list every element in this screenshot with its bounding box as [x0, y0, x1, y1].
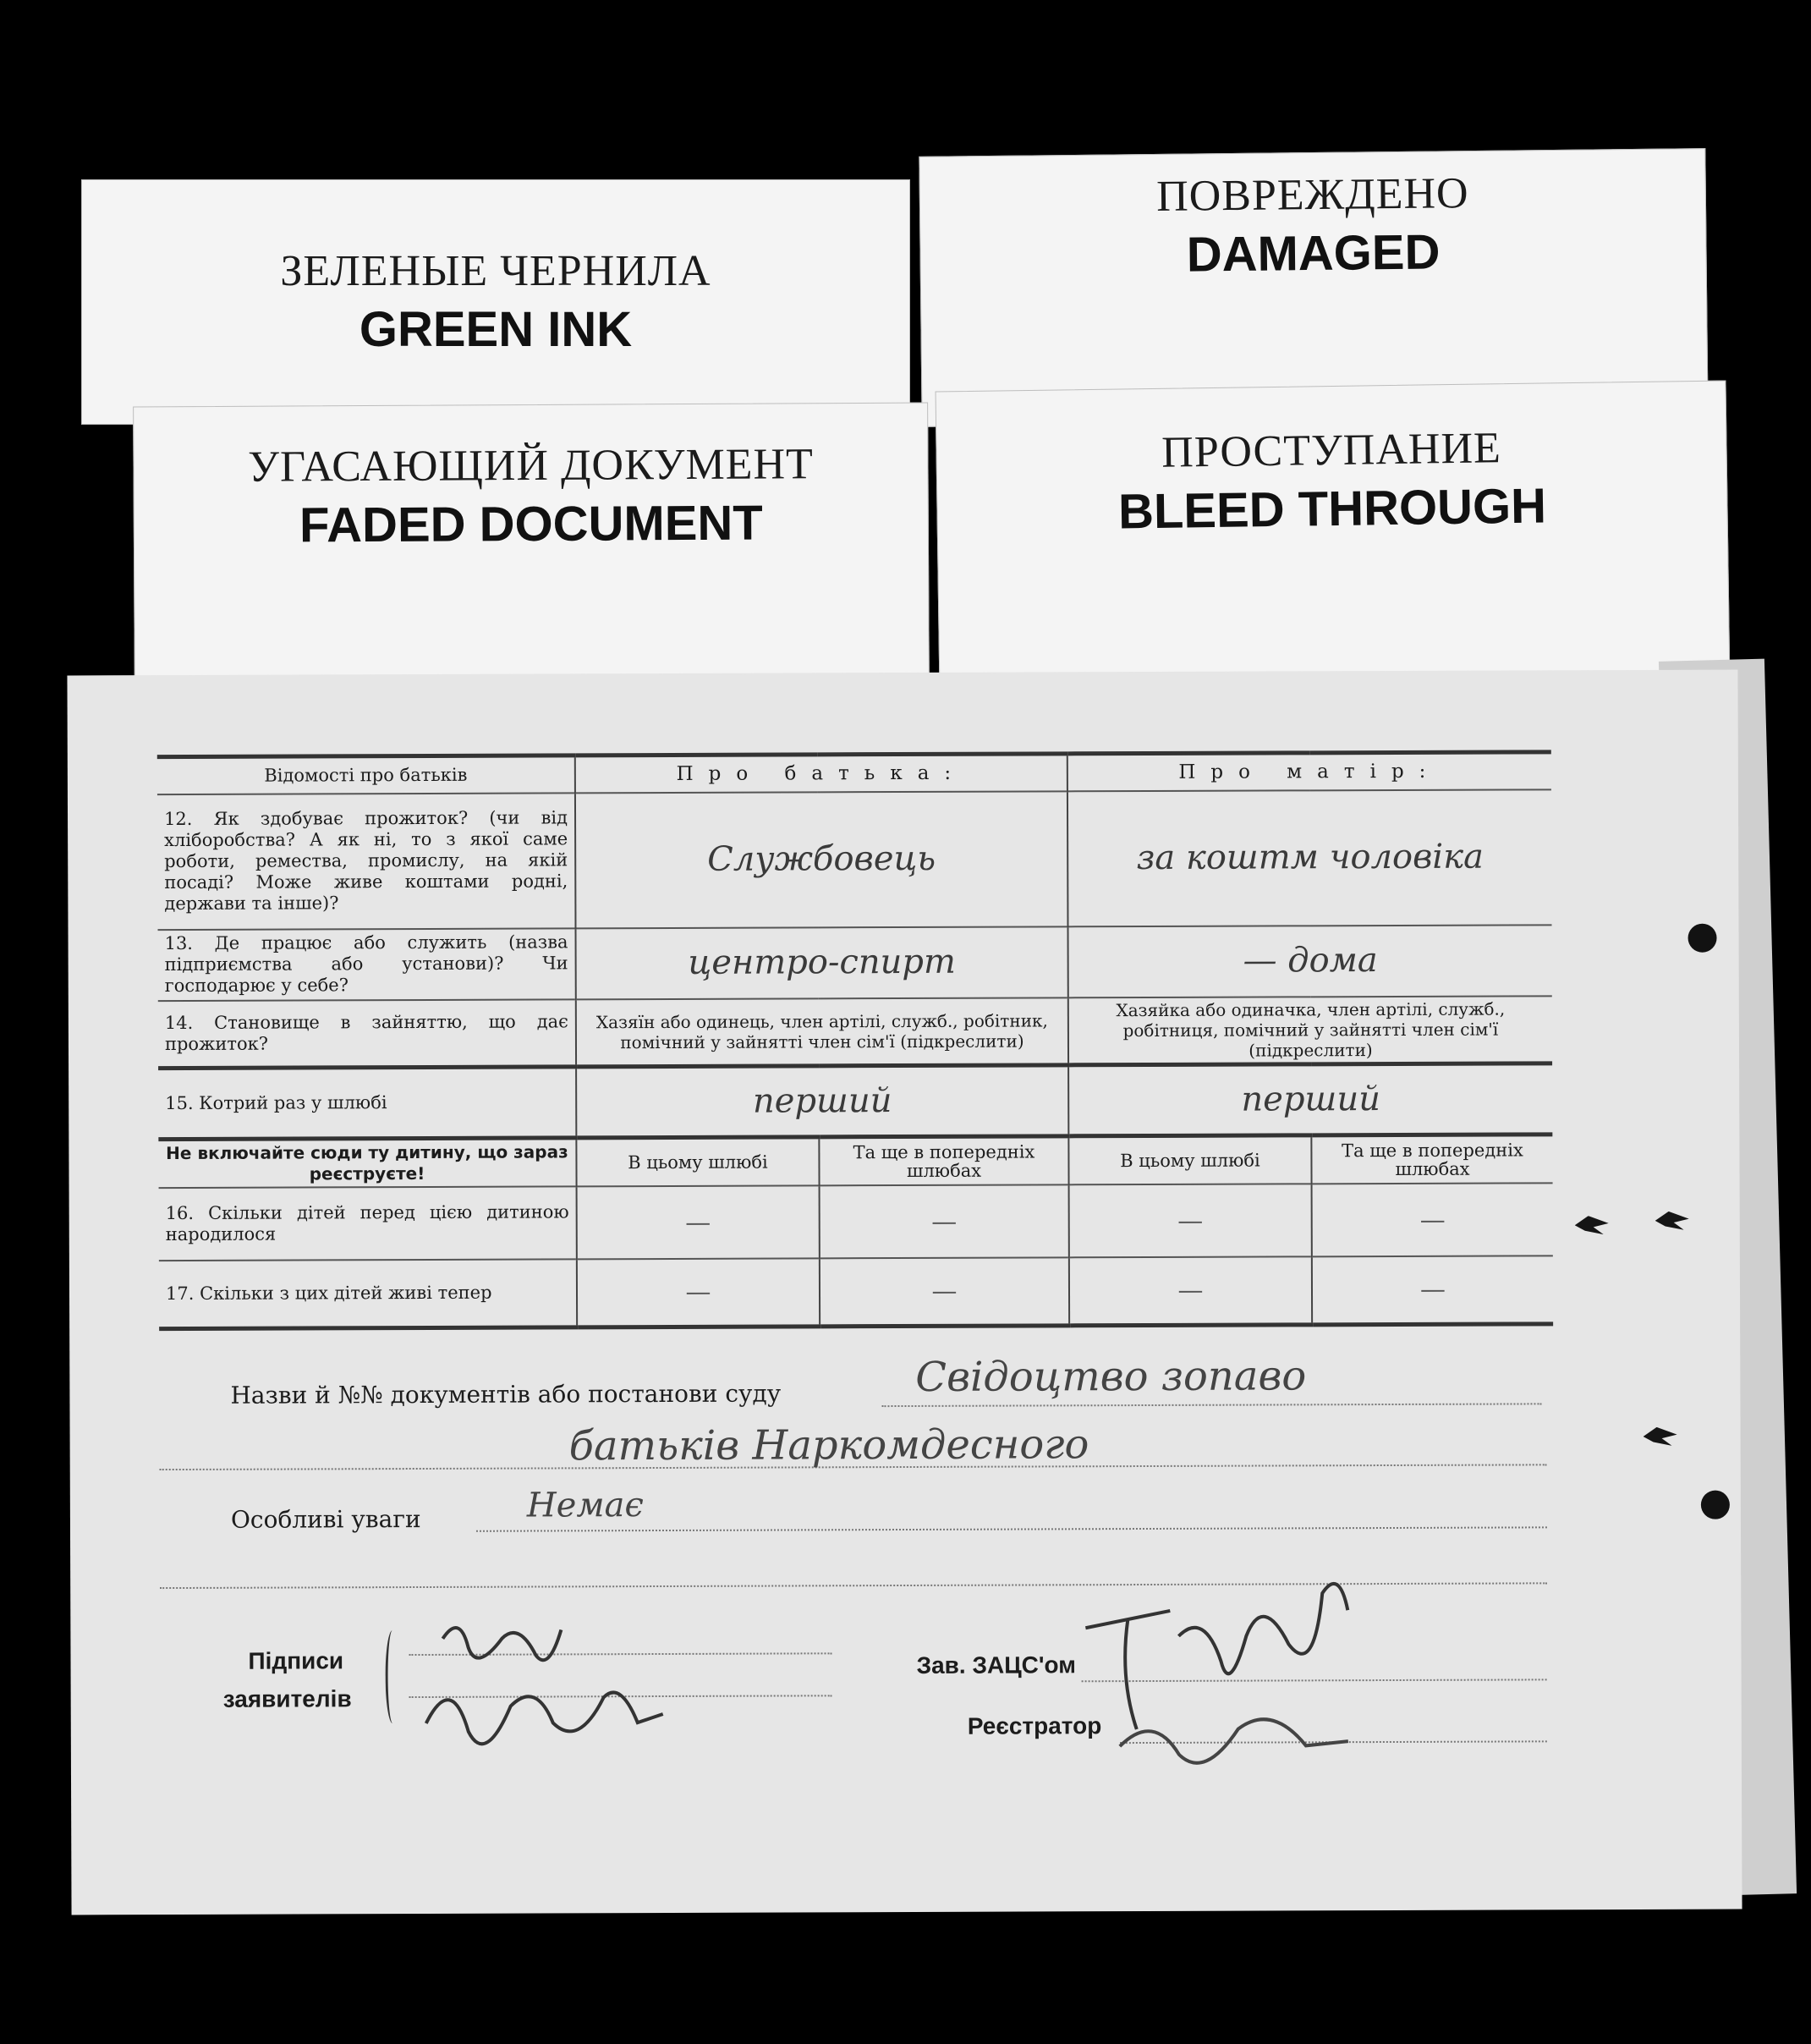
- question-17: 17. Скільки з цих дітей живі тепер: [159, 1259, 577, 1328]
- q17-value-2: —: [820, 1257, 1069, 1326]
- q13-father-answer: центро-спирт: [575, 926, 1067, 999]
- q16-value-1: —: [577, 1185, 820, 1259]
- paper-tear: [1655, 1212, 1689, 1230]
- punch-hole: [1688, 924, 1716, 953]
- mother-prev-marriages: Та ще в попередніх шлюбах: [1311, 1135, 1552, 1184]
- head-label: Зав. ЗАЦС'ом: [916, 1651, 1077, 1679]
- q14-mother-options: Хазяйка або одиначка, член артілі, служб., робітниця, помічний у зайнятті член сім'ї (підкреслити): [1068, 996, 1552, 1065]
- registrar-label: Реєстратор: [967, 1712, 1102, 1739]
- bleed-en: BLEED THROUGH: [1117, 478, 1547, 540]
- parents-info-table: [157, 750, 1553, 1330]
- children-note: Не включайте сюди ту дитину, що зараз реєструєте!: [158, 1138, 576, 1188]
- applicants-label-1: Підписи: [248, 1647, 344, 1674]
- q16-value-4: —: [1312, 1183, 1553, 1256]
- notes-label: Особливі уваги: [230, 1504, 421, 1534]
- bleed-through-card: [936, 380, 1731, 695]
- faded-en: FADED DOCUMENT: [299, 495, 763, 553]
- documents-value-line2: батьків Наркомдесного: [568, 1420, 1089, 1470]
- green-ink-ru: ЗЕЛЕНЫЕ ЧЕРНИЛА: [280, 247, 711, 295]
- q17-value-4: —: [1312, 1256, 1553, 1324]
- q12-father-answer: Службовець: [575, 791, 1068, 928]
- official-signatures: [1068, 1559, 1424, 1772]
- paper-tear: [1575, 1216, 1609, 1234]
- notes-line: [476, 1526, 1547, 1531]
- registration-form-sheet: [67, 670, 1742, 1915]
- header-mother: Про матір:: [1067, 752, 1551, 791]
- q13-mother-answer: — дома: [1067, 925, 1551, 997]
- documents-value-line1: Свідоцтво зопаво: [915, 1352, 1307, 1401]
- header-father: Про батька:: [575, 754, 1067, 793]
- green-ink-card: [81, 179, 910, 425]
- paper-tear: [1644, 1427, 1677, 1446]
- notes-value: Немає: [526, 1486, 644, 1525]
- damaged-ru: ПОВРЕЖДЕНО: [1155, 169, 1469, 221]
- damaged-en: DAMAGED: [1186, 224, 1441, 283]
- documents-line: [881, 1403, 1541, 1407]
- faded-ru: УГАСАЮЩИЙ ДОКУМЕНТ: [248, 440, 814, 492]
- q12-mother-answer: за коштм чоловіка: [1067, 789, 1552, 926]
- q16-value-3: —: [1069, 1184, 1312, 1257]
- q16-value-2: —: [820, 1184, 1069, 1258]
- q17-value-1: —: [577, 1258, 820, 1327]
- question-12: 12. Як здобуває прожиток? (чи від хліборобства? А як ні, то з якої саме роботи, ремества, промислу, на якій посаді? Може живе коштами родні, держави та інше)?: [157, 793, 576, 930]
- documents-label: Назви й №№ документів або постанови суду: [230, 1379, 782, 1409]
- question-14: 14. Становище в зайняттю, що дає прожиток?: [158, 999, 576, 1069]
- q17-value-3: —: [1069, 1256, 1312, 1325]
- applicants-brace: [385, 1630, 399, 1723]
- bleed-ru: ПРОСТУПАНИЕ: [1161, 424, 1502, 477]
- question-16: 16. Скільки дітей перед цією дитиною народилося: [159, 1186, 577, 1261]
- faded-card: [133, 403, 930, 695]
- q15-father-answer: перший: [576, 1065, 1068, 1138]
- mother-this-marriage: В цьому шлюбі: [1068, 1135, 1311, 1185]
- q14-father-options: Хазяїн або одинець, член артілі, служб., робітник, помічний у зайнятті член сім'ї (підкреслити): [576, 997, 1068, 1067]
- q15-mother-answer: перший: [1068, 1063, 1552, 1136]
- father-prev-marriages: Та ще в попередніх шлюбах: [819, 1136, 1068, 1186]
- question-15: 15. Котрий раз у шлюбі: [158, 1067, 576, 1140]
- question-13: 13. Де працює або служить (назва підприємства або установи)? Чи господарює у себе?: [157, 928, 575, 1001]
- punch-hole: [1701, 1491, 1730, 1519]
- father-this-marriage: В цьому шлюбі: [576, 1137, 819, 1187]
- header-parents-info: Відомості про батьків: [157, 756, 575, 794]
- applicants-label-2: заявителів: [222, 1685, 352, 1712]
- green-ink-en: GREEN INK: [359, 302, 633, 357]
- applicant-signatures: [409, 1604, 680, 1774]
